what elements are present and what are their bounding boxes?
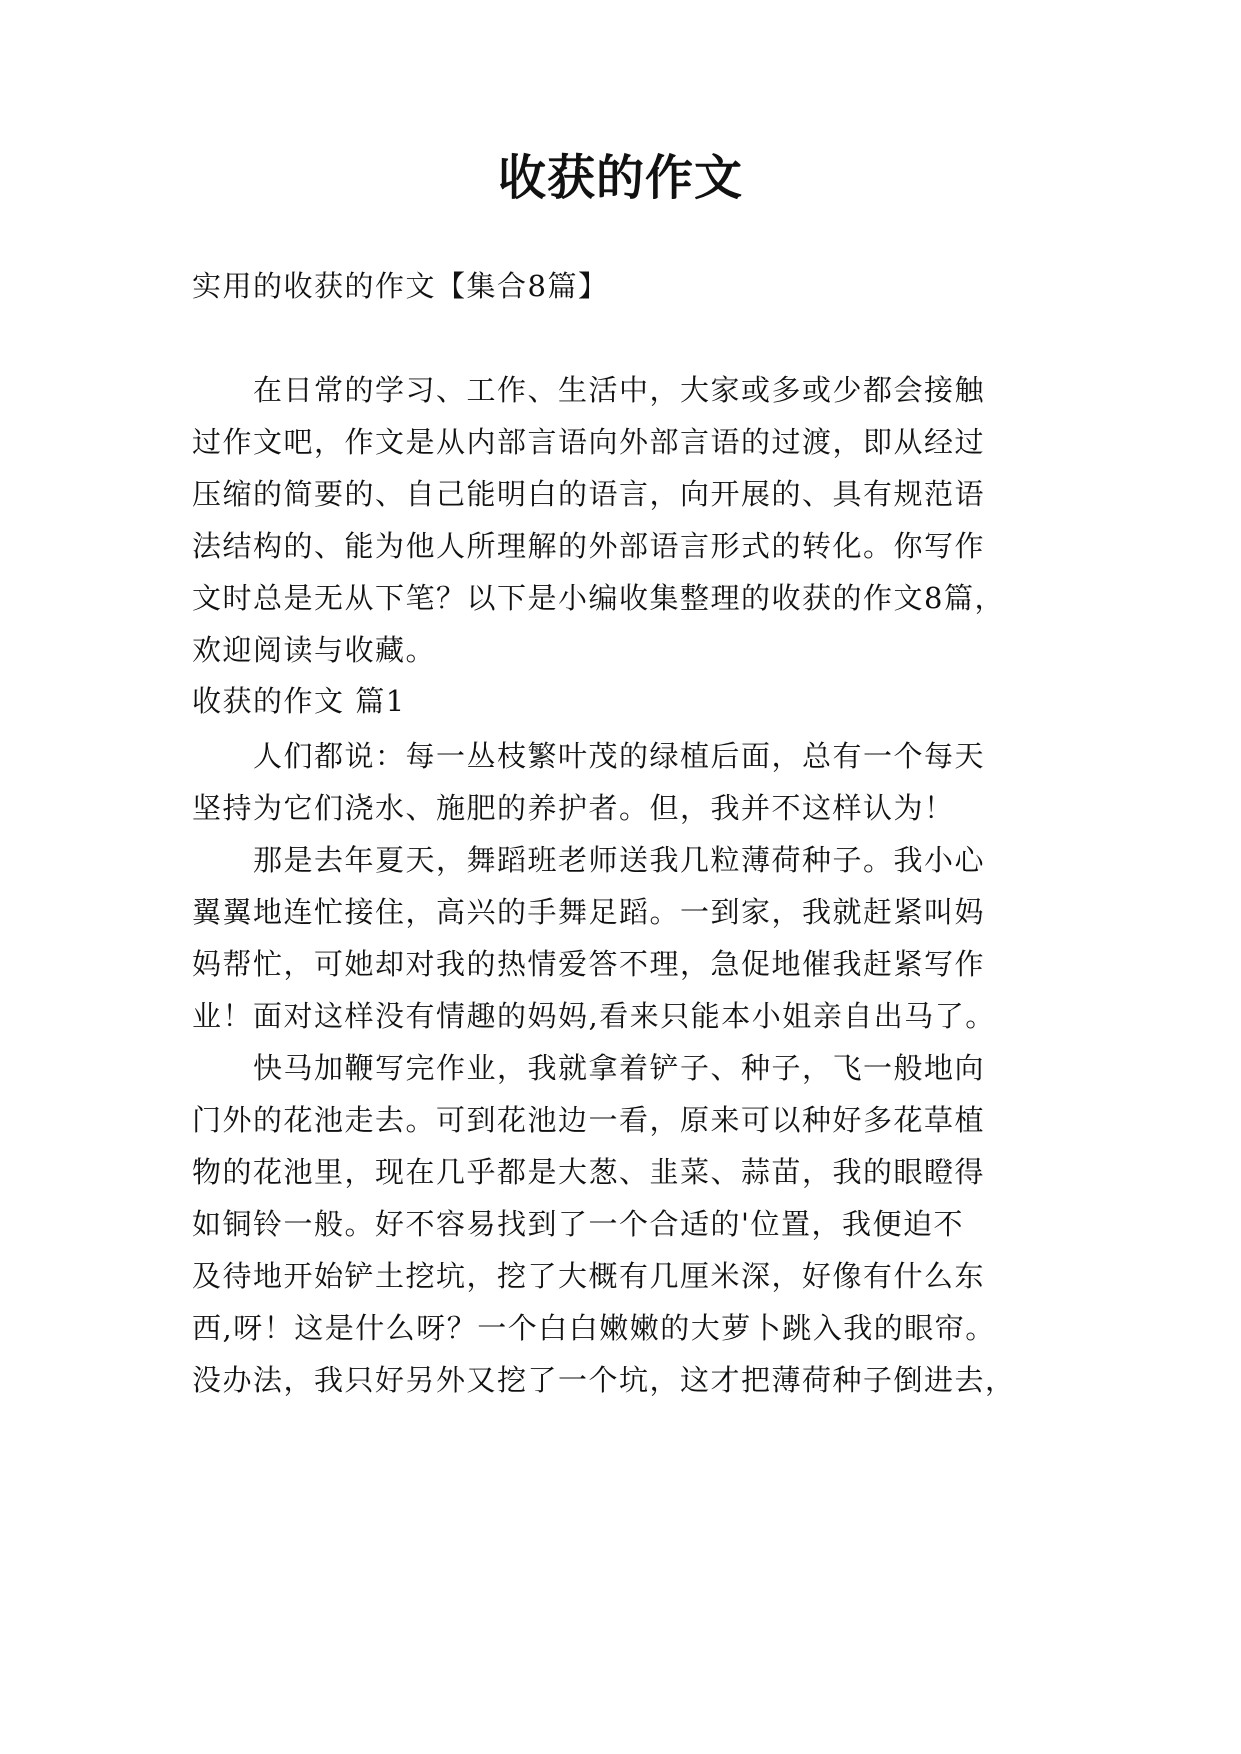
section-heading: 收获的作文 篇1 — [192, 684, 406, 718]
intro-line: 欢迎阅读与收藏。 — [192, 633, 437, 667]
intro-line: 法结构的、能为他人所理解的外部语言形式的转化。你写作 — [192, 529, 986, 563]
body-line: 及待地开始铲土挖坑，挖了大概有几厘米深，好像有什么东 — [192, 1259, 986, 1293]
document-subtitle: 实用的收获的作文【集合8篇】 — [192, 269, 609, 303]
body-line: 翼翼地连忙接住，高兴的手舞足蹈。一到家，我就赶紧叫妈 — [192, 895, 986, 929]
body-line: 坚持为它们浇水、施肥的养护者。但，我并不这样认为！ — [192, 791, 955, 825]
intro-line: 在日常的学习、工作、生活中，大家或多或少都会接触 — [253, 373, 986, 407]
body-line: 那是去年夏天，舞蹈班老师送我几粒薄荷种子。我小心 — [253, 843, 986, 877]
document-title: 收获的作文 — [497, 150, 743, 206]
body-line: 没办法，我只好另外又挖了一个坑，这才把薄荷种子倒进去， — [192, 1363, 1016, 1397]
body-line: 西,呀！这是什么呀？一个白白嫩嫩的大萝卜跳入我的眼帘。 — [192, 1311, 996, 1345]
intro-line: 文时总是无从下笔？以下是小编收集整理的收获的作文8篇， — [192, 581, 1005, 615]
body-line: 物的花池里，现在几乎都是大葱、韭菜、蒜苗，我的眼瞪得 — [192, 1155, 986, 1189]
intro-line: 压缩的简要的、自己能明白的语言，向开展的、具有规范语 — [192, 477, 986, 511]
body-line: 快马加鞭写完作业，我就拿着铲子、种子，飞一般地向 — [253, 1051, 986, 1085]
body-line: 妈帮忙，可她却对我的热情爱答不理，急促地催我赶紧写作 — [192, 947, 986, 981]
body-line: 如铜铃一般。好不容易找到了一个合适的'位置，我便迫不 — [192, 1207, 964, 1241]
body-line: 门外的花池走去。可到花池边一看，原来可以种好多花草植 — [192, 1103, 986, 1137]
body-line: 业！面对这样没有情趣的妈妈,看来只能本小姐亲自出马了。 — [192, 999, 996, 1033]
body-line: 人们都说：每一丛枝繁叶茂的绿植后面，总有一个每天 — [253, 739, 986, 773]
intro-line: 过作文吧，作文是从内部言语向外部言语的过渡，即从经过 — [192, 425, 986, 459]
